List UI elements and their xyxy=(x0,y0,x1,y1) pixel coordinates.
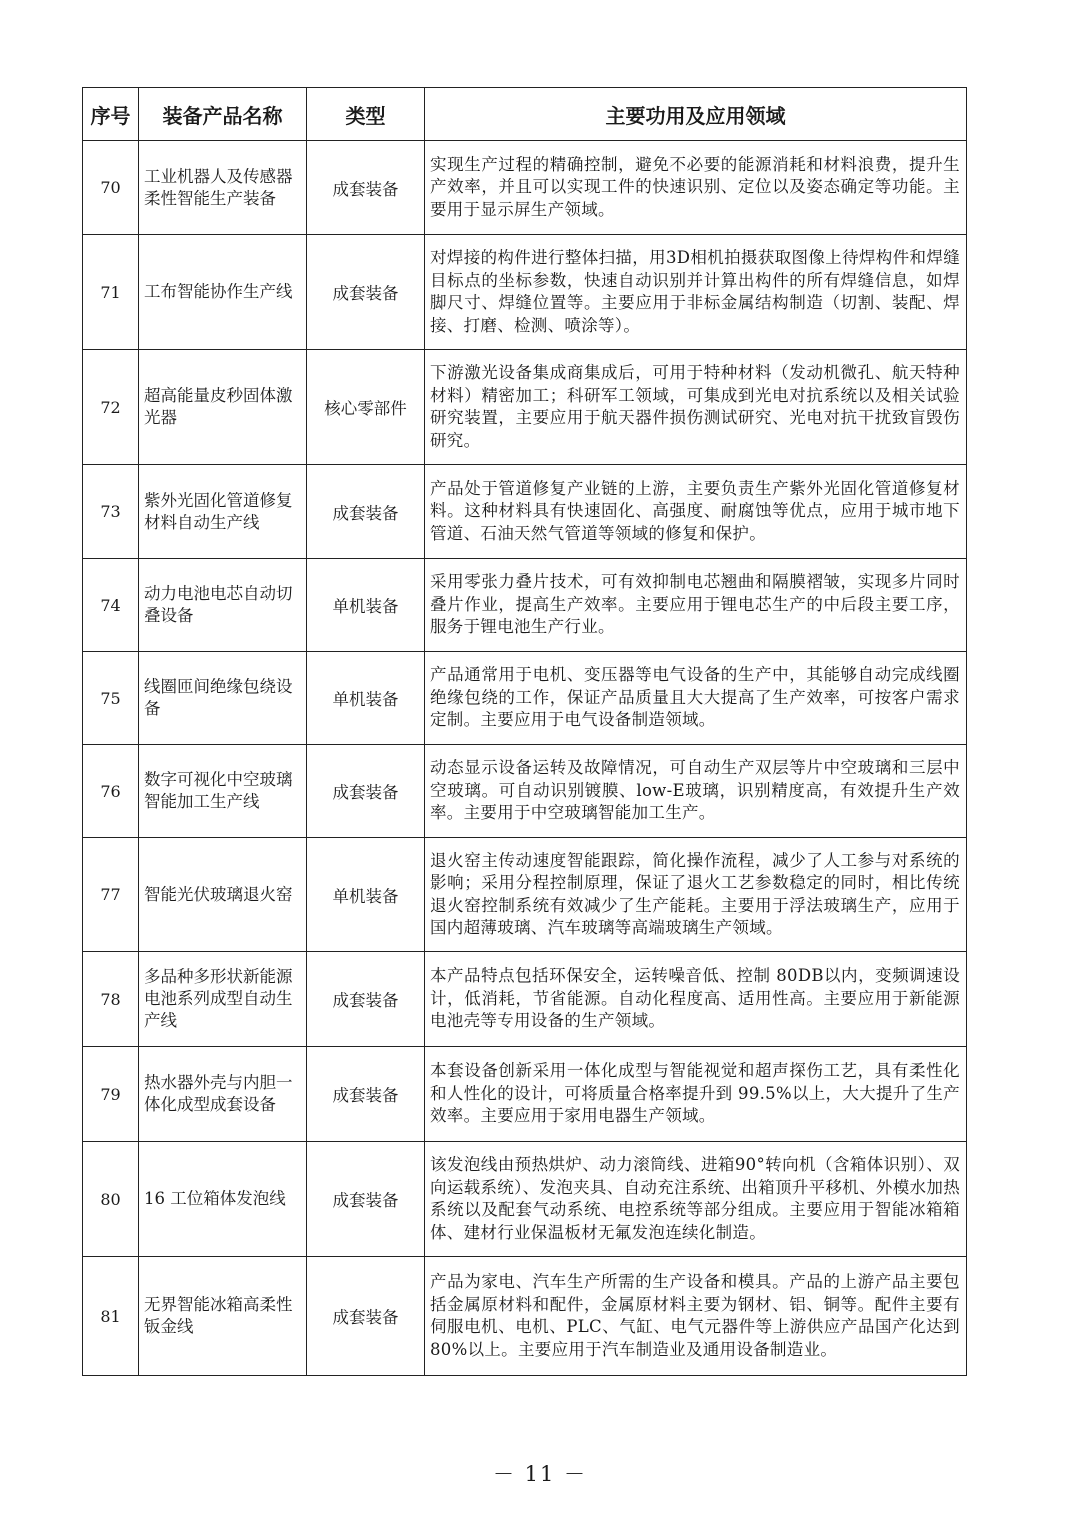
row-type: 成套装备 xyxy=(307,235,425,350)
row-desc: 产品为家电、汽车生产所需的生产设备和模具。产品的上游产品主要包括金属原材料和配件，金属原材料主要为钢材、铝、铜等。配件主要有伺服电机、电机、PLC、气缸、电气元器件等上游供应产品国产化达到 80%以上。主要应用于汽车制造业及通用设备制造业。 xyxy=(425,1257,967,1376)
row-desc: 该发泡线由预热烘炉、动力滚筒线、进箱90°转向机（含箱体识别）、双向运载系统）、发泡夹具、自动充注系统、出箱顶升平移机、外模水加热系统以及配套气动系统、电控系统等部分组成。主要应用于智能冰箱箱体、建材行业保温板材无氟发泡连续化制造。 xyxy=(425,1142,967,1257)
table-row xyxy=(83,465,967,559)
row-desc: 采用零张力叠片技术，可有效抑制电芯翘曲和隔膜褶皱，实现多片同时叠片作业，提高生产效率。主要应用于锂电芯生产的中后段主要工序，服务于锂电池生产行业。 xyxy=(425,559,967,652)
table-row xyxy=(83,952,967,1047)
row-name: 16 工位箱体发泡线 xyxy=(139,1142,307,1257)
row-desc: 本套设备创新采用一体化成型与智能视觉和超声探伤工艺，具有柔性化和人性化的设计，可将质量合格率提升到 99.5%以上，大大提升了生产效率。主要应用于家用电器生产领域。 xyxy=(425,1047,967,1142)
row-desc: 动态显示设备运转及故障情况，可自动生产双层等片中空玻璃和三层中空玻璃。可自动识别镀膜、low-E玻璃，识别精度高，有效提升生产效率。主要用于中空玻璃智能加工生产。 xyxy=(425,745,967,838)
row-type: 成套装备 xyxy=(307,745,425,838)
table-row xyxy=(83,235,967,350)
table-row xyxy=(83,652,967,745)
row-num: 77 xyxy=(83,838,139,952)
row-type: 成套装备 xyxy=(307,952,425,1047)
row-num: 72 xyxy=(83,350,139,465)
row-type: 单机装备 xyxy=(307,838,425,952)
table-row xyxy=(83,745,967,838)
row-name: 数字可视化中空玻璃智能加工生产线 xyxy=(139,745,307,838)
row-num: 80 xyxy=(83,1142,139,1257)
row-type: 单机装备 xyxy=(307,559,425,652)
row-desc: 对焊接的构件进行整体扫描，用3D相机拍摄获取图像上待焊构件和焊缝目标点的坐标参数，快速自动识别并计算出构件的所有焊缝信息，如焊脚尺寸、焊缝位置等。主要应用于非标金属结构制造（切割、装配、焊接、打磨、检测、喷涂等）。 xyxy=(425,235,967,350)
table-row xyxy=(83,1047,967,1142)
row-type: 成套装备 xyxy=(307,141,425,235)
row-name: 紫外光固化管道修复材料自动生产线 xyxy=(139,465,307,559)
row-num: 76 xyxy=(83,745,139,838)
row-num: 70 xyxy=(83,141,139,235)
row-desc: 产品通常用于电机、变压器等电气设备的生产中，其能够自动完成线圈绝缘包绕的工作，保证产品质量且大大提高了生产效率，可按客户需求定制。主要应用于电气设备制造领域。 xyxy=(425,652,967,745)
row-num: 71 xyxy=(83,235,139,350)
row-desc: 实现生产过程的精确控制，避免不必要的能源消耗和材料浪费，提升生产效率，并且可以实现工件的快速识别、定位以及姿态确定等功能。主要用于显示屏生产领域。 xyxy=(425,141,967,235)
row-type: 成套装备 xyxy=(307,1047,425,1142)
row-name: 线圈匝间绝缘包绕设备 xyxy=(139,652,307,745)
header-type: 类型 xyxy=(307,88,425,141)
row-type: 成套装备 xyxy=(307,1257,425,1376)
row-num: 73 xyxy=(83,465,139,559)
row-num: 78 xyxy=(83,952,139,1047)
table-row xyxy=(83,838,967,952)
row-desc: 下游激光设备集成商集成后，可用于特种材料（发动机微孔、航天特种材料）精密加工；科研军工领域，可集成到光电对抗系统以及相关试验研究装置，主要应用于航天器件损伤测试研究、光电对抗干扰致盲毁伤研究。 xyxy=(425,350,967,465)
table-row xyxy=(83,141,967,235)
row-name: 工布智能协作生产线 xyxy=(139,235,307,350)
table-row xyxy=(83,1142,967,1257)
row-name: 无界智能冰箱高柔性钣金线 xyxy=(139,1257,307,1376)
equipment-table xyxy=(82,87,967,1376)
row-desc: 退火窑主传动速度智能跟踪，简化操作流程，减少了人工参与对系统的影响；采用分程控制原理，保证了退火工艺参数稳定的同时，相比传统退火窑控制系统有效减少了生产能耗。主要用于浮法玻璃生产，应用于国内超薄玻璃、汽车玻璃等高端玻璃生产领域。 xyxy=(425,838,967,952)
row-type: 成套装备 xyxy=(307,1142,425,1257)
table-row xyxy=(83,350,967,465)
row-num: 75 xyxy=(83,652,139,745)
header-num: 序号 xyxy=(83,88,139,141)
table-header-row xyxy=(83,88,967,141)
row-type: 核心零部件 xyxy=(307,350,425,465)
row-desc: 本产品特点包括环保安全，运转噪音低、控制 80DB以内，变频调速设计，低消耗，节省能源。自动化程度高、适用性高。主要应用于新能源电池壳等专用设备的生产领域。 xyxy=(425,952,967,1047)
row-desc: 产品处于管道修复产业链的上游，主要负责生产紫外光固化管道修复材料。这种材料具有快速固化、高强度、耐腐蚀等优点，应用于城市地下管道、石油天然气管道等领域的修复和保护。 xyxy=(425,465,967,559)
row-type: 成套装备 xyxy=(307,465,425,559)
row-name: 智能光伏玻璃退火窑 xyxy=(139,838,307,952)
row-name: 多品种多形状新能源电池系列成型自动生产线 xyxy=(139,952,307,1047)
header-name: 装备产品名称 xyxy=(139,88,307,141)
row-type: 单机装备 xyxy=(307,652,425,745)
row-name: 热水器外壳与内胆一体化成型成套设备 xyxy=(139,1047,307,1142)
header-desc: 主要功用及应用领域 xyxy=(425,88,967,141)
row-num: 81 xyxy=(83,1257,139,1376)
table-row xyxy=(83,1257,967,1376)
row-num: 79 xyxy=(83,1047,139,1142)
page-number: － 11 － xyxy=(492,1462,588,1486)
row-name: 工业机器人及传感器柔性智能生产装备 xyxy=(139,141,307,235)
row-name: 超高能量皮秒固体激光器 xyxy=(139,350,307,465)
row-num: 74 xyxy=(83,559,139,652)
row-name: 动力电池电芯自动切叠设备 xyxy=(139,559,307,652)
table-row xyxy=(83,559,967,652)
